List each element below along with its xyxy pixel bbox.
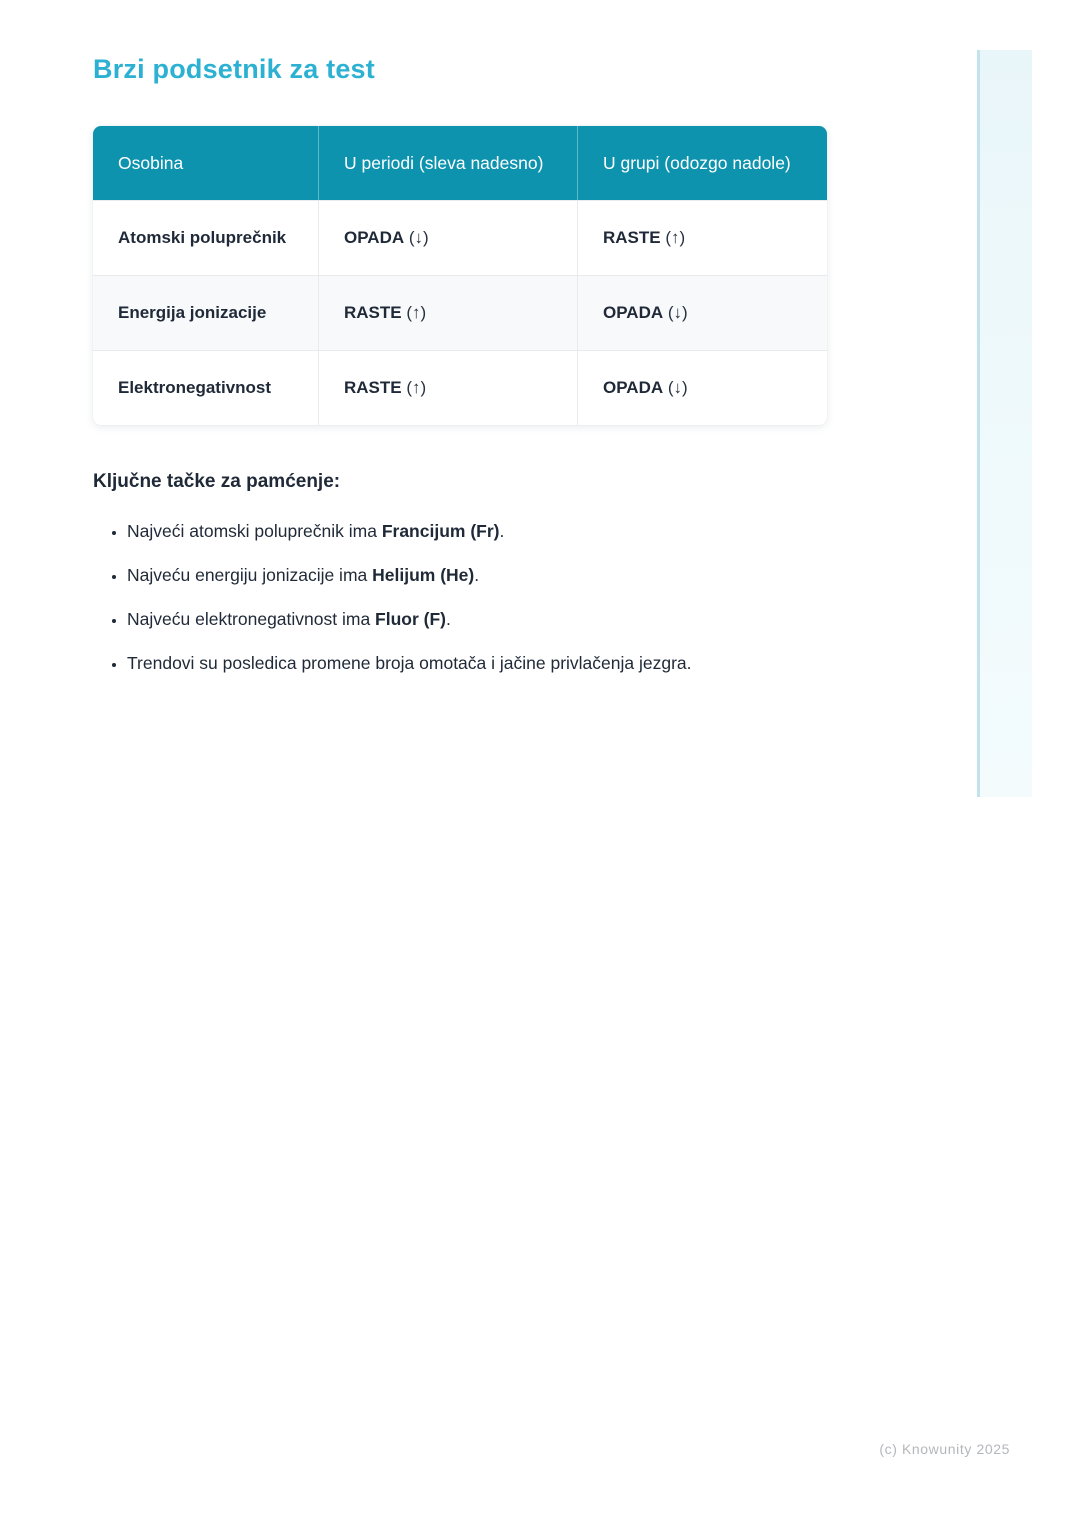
period-trend-cell <box>318 275 577 350</box>
trend-value: OPADA <box>603 303 664 322</box>
list-item <box>127 651 827 675</box>
trend-arrow: (↓) <box>667 303 688 322</box>
list-item <box>127 563 827 587</box>
trend-value: OPADA <box>603 378 664 397</box>
trend-value: RASTE <box>344 378 402 397</box>
table-row <box>93 350 827 425</box>
trend-arrow: (↓) <box>667 378 688 397</box>
list-item-text: Najveći atomski poluprečnik ima <box>127 521 382 541</box>
trend-arrow: (↑) <box>406 378 427 397</box>
trend-arrow: (↑) <box>406 303 427 322</box>
table-header-row <box>93 126 827 200</box>
group-trend-cell <box>577 200 827 275</box>
copyright-footer: (c) Knowunity 2025 <box>879 1441 1010 1457</box>
list-item-bold: Fluor (F) <box>375 609 446 629</box>
group-trend-cell <box>577 350 827 425</box>
list-item <box>127 519 827 543</box>
column-header-property: Osobina <box>93 126 318 200</box>
table-row <box>93 275 827 350</box>
side-accent-strip <box>977 50 1032 797</box>
trend-arrow: (↓) <box>408 228 429 247</box>
list-item-suffix: . <box>499 521 505 541</box>
periodic-trends-table <box>93 126 827 425</box>
page-title: Brzi podsetnik za test <box>93 54 375 84</box>
trend-arrow: (↑) <box>665 228 686 247</box>
period-trend-cell <box>318 200 577 275</box>
group-trend-cell <box>577 275 827 350</box>
key-points-list <box>93 519 827 675</box>
row-property-label: Elektronegativnost <box>93 350 318 425</box>
list-item-suffix: . <box>474 565 480 585</box>
list-item-text: Najveću energiju jonizacije ima <box>127 565 373 585</box>
column-header-period: U periodi (sleva nadesno) <box>318 126 577 200</box>
list-item-bold: Helijum (He) <box>372 565 475 585</box>
key-points-heading: Ključne tačke za pamćenje: <box>93 471 341 492</box>
trend-value: OPADA <box>344 228 405 247</box>
list-item-bold: Francijum (Fr) <box>381 521 500 541</box>
list-item <box>127 607 827 631</box>
row-property-label: Energija jonizacije <box>93 275 318 350</box>
list-item-text: Najveću elektronegativnost ima <box>127 609 376 629</box>
trend-value: RASTE <box>603 228 661 247</box>
list-item-suffix: . <box>446 609 451 629</box>
table-row <box>93 200 827 275</box>
document-content <box>93 0 827 695</box>
trend-value: RASTE <box>344 303 402 322</box>
period-trend-cell <box>318 350 577 425</box>
column-header-group: U grupi (odozgo nadole) <box>577 126 827 200</box>
list-item-text: Trendovi su posledica promene broja omotača i jačine privlačenja jezgra. <box>127 653 692 673</box>
row-property-label: Atomski poluprečnik <box>93 200 318 275</box>
